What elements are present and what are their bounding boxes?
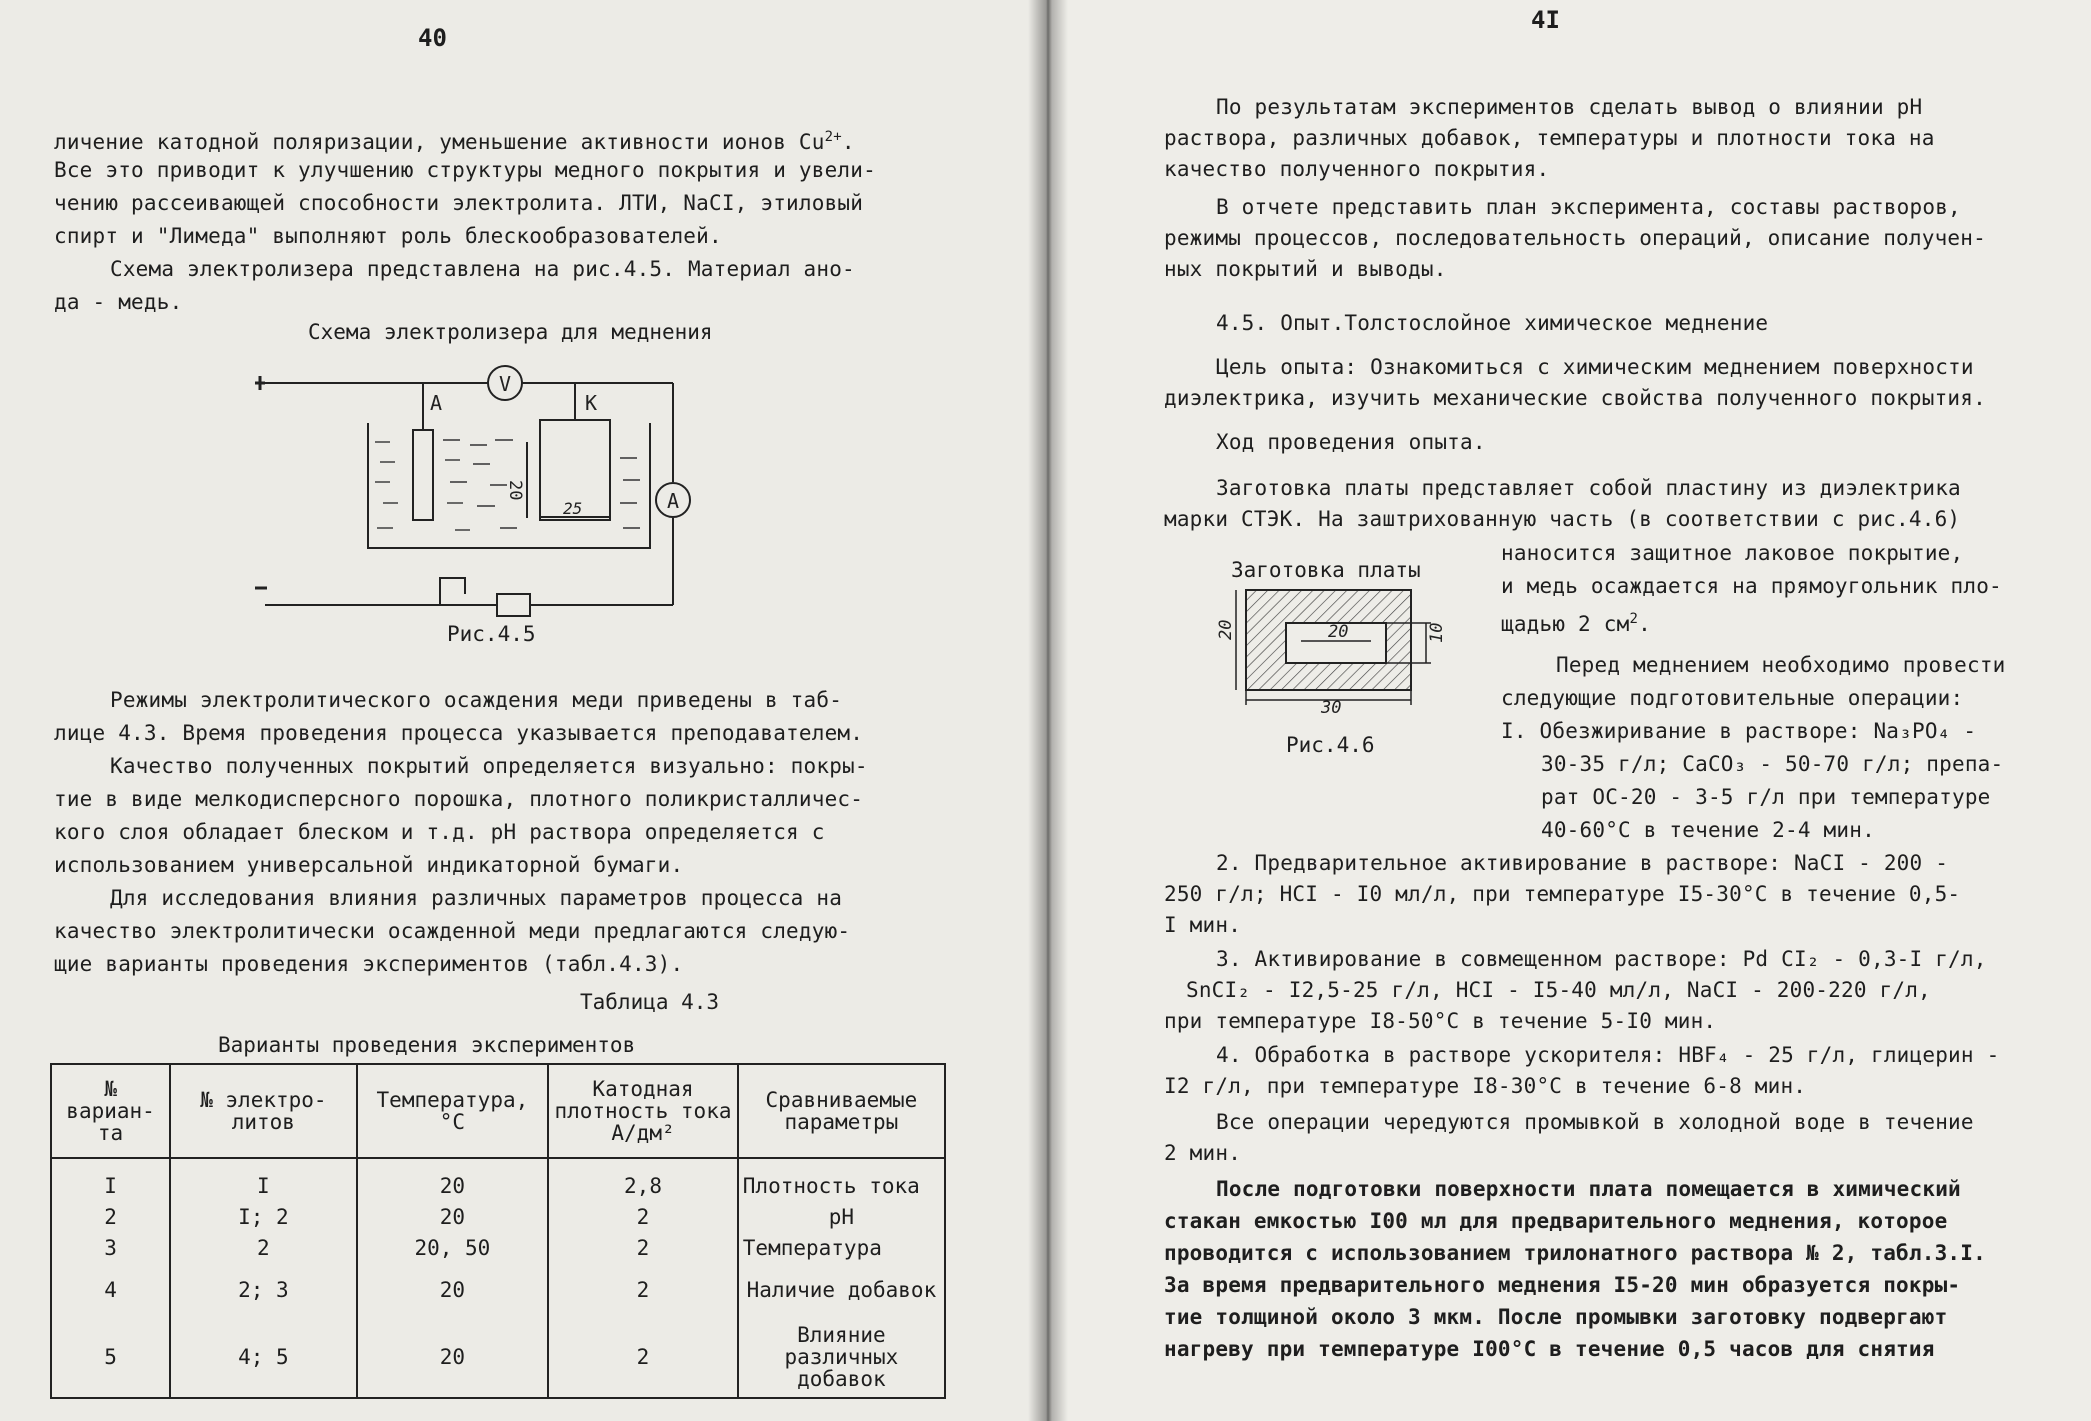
table-cell: 2 [548,1316,738,1398]
text-line: 30-35 г/л; CaCO₃ - 50-70 г/л; препа- [1541,752,2004,776]
variants-table [50,1063,946,1399]
table-cell: Влияние различных добавок [738,1316,945,1398]
text-line: проводится с использованием трилонатного раствора № 2, табл.3.I. [1164,1241,1986,1265]
text-line: Все это приводит к улучшению структуры медного покрытия и увели- [54,158,876,182]
dimension-label: 25 [563,499,583,518]
table-cell: 4 [51,1263,170,1316]
table-cell: 20, 50 [357,1233,549,1264]
superscript: 2+ [824,129,842,145]
text-line: I2 г/л, при температуре I8-30°С в течение 6-8 мин. [1164,1074,1807,1098]
text-line: I. Обезжиривание в растворе: Na₃PO₄ - [1501,719,1977,743]
text-line: 3. Активирование в совмещенном растворе: Pd CI₂ - 0,3-I г/л, [1216,947,1987,971]
table-row [51,1316,945,1398]
table-row [51,1158,945,1202]
text-line: 2. Предварительное активирование в растворе: NaCI - 200 - [1216,851,1949,875]
text-line: качество электролитически осажденной меди предлагаются следую- [54,919,851,943]
right-page [1046,0,2091,1421]
figure-title: Схема электролизера для меднения [308,320,713,344]
text-line: I мин. [1164,913,1242,937]
board-blank-diagram [1216,585,1466,715]
table-row [51,1233,945,1264]
book-gutter [1028,0,1068,1421]
text-line: 250 г/л; HCI - I0 мл/л, при температуре I5-30°С в течение 0,5- [1164,882,1961,906]
electrolyzer-diagram [255,360,695,630]
text-line: использованием универсальной индикаторной бумаги. [54,853,684,877]
text-line: режимы процессов, последовательность операций, описание получен- [1164,226,1986,250]
page-number: 40 [418,24,447,52]
ammeter-label: А [666,489,680,513]
table-cell: I; 2 [170,1202,356,1233]
superscript: 2 [1629,611,1639,627]
table-title: Варианты проведения экспериментов [218,1033,636,1057]
text-line: Для исследования влияния различных параметров процесса на [110,886,843,910]
page-number: 4I [1531,6,1560,34]
table-cell: I [170,1158,356,1202]
dimension-label: 20 [505,480,525,501]
text-line: ных покрытий и выводы. [1164,257,1447,281]
table-cell: 2; 3 [170,1263,356,1316]
text-line: Схема электролизера представлена на рис.4.5. Материал ано- [110,257,855,281]
column-header: Катодная плотность тока А/дм² [548,1064,738,1158]
anode-label: А [430,391,443,415]
text-line: при температуре I8-50°С в течение 5-I0 мин. [1164,1009,1717,1033]
table-cell: I [51,1158,170,1202]
text-line: кого слоя обладает блеском и т.д. pH раствора определяется с [54,820,825,844]
table-cell: 20 [357,1263,549,1316]
table-label: Таблица 4.3 [580,990,720,1014]
table-cell: Температура [738,1233,945,1264]
text-line: Перед меднением необходимо провести [1556,653,2006,677]
table-cell: 2 [548,1263,738,1316]
table-cell: 20 [357,1158,549,1202]
text-line: За время предварительного меднения I5-20 мин образуется покры- [1164,1273,1961,1297]
text-line: чению рассеивающей способности электролита. ЛТИ, NaCI, этиловый [54,191,864,215]
text-line: лице 4.3. Время проведения процесса указывается преподавателем. [54,721,864,745]
text-line: Ход проведения опыта. [1216,430,1486,454]
cathode-label: К [585,391,598,415]
table-cell: 2 [548,1202,738,1233]
dimension-label: 20 [1216,619,1236,640]
table-cell: pH [738,1202,945,1233]
text-line: SnCI₂ - I2,5-25 г/л, HCI - I5-40 мл/л, NaCI - 200-220 г/л, [1186,978,1931,1002]
text-line: качество полученного покрытия. [1164,157,1550,181]
text-line: раствора, различных добавок, температуры и плотности тока на [1164,126,1935,150]
text-line: личение катодной поляризации, уменьшение активности ионов $Cu^{2+}$. [54,129,855,154]
text-line: нагреву при температуре I00°С в течение 0,5 часов для снятия [1164,1337,1935,1361]
table-cell: 20 [357,1316,549,1398]
text-line: следующие подготовительные операции: [1501,686,1964,710]
text-line: По результатам экспериментов сделать вывод о влиянии pH [1216,95,1923,119]
text-line: щие варианты проведения экспериментов (табл.4.3). [54,952,684,976]
column-header: Сравниваемые параметры [738,1064,945,1158]
text-line: диэлектрика, изучить механические свойства полученного покрытия. [1164,386,1986,410]
text-line: тие в виде мелкодисперсного порошка, плотного поликристалличес- [54,787,864,811]
text-line: Режимы электролитического осаждения меди приведены в таб- [110,688,843,712]
figure-caption: Рис.4.5 [447,622,536,646]
table-row [51,1263,945,1316]
text-line: 4. Обработка в растворе ускорителя: HBF₄ - 25 г/л, глицерин - [1216,1043,2000,1067]
text-line: и медь осаждается на прямоугольник пло- [1501,574,2002,598]
text-line: стакан емкостью I00 мл для предварительного меднения, которое [1164,1209,1948,1233]
table-cell: 2 [51,1202,170,1233]
text-line: спирт и "Лимеда" выполняют роль блескообразователей. [54,224,722,248]
text-line: Качество полученных покрытий определяется визуально: покры- [110,754,868,778]
figure-title: Заготовка платы [1231,558,1421,582]
table-cell: 2 [548,1233,738,1264]
table-cell: 3 [51,1233,170,1264]
figure-caption: Рис.4.6 [1286,733,1375,757]
text-line: Заготовка платы представляет собой пластину из диэлектрика [1216,476,1961,500]
column-header: Температура, °С [357,1064,549,1158]
table-header-row [51,1064,945,1158]
text-line: Все операции чередуются промывкой в холодной воде в течение [1216,1110,1974,1134]
column-header: № электро-литов [170,1064,356,1158]
text-line: наносится защитное лаковое покрытие, [1501,541,1964,565]
text-line: тие толщиной около 3 мкм. После промывки заготовку подвергают [1164,1305,1948,1329]
section-heading: 4.5. Опыт.Толстослойное химическое меднение [1216,311,1769,335]
voltmeter-label: V [498,372,512,396]
table-row [51,1202,945,1233]
table-cell: 5 [51,1316,170,1398]
text-line: рат ОС-20 - 3-5 г/л при температуре [1541,785,1991,809]
dimension-label: 10 [1427,622,1447,643]
dimension-label: 30 [1321,698,1342,715]
table-cell: 20 [357,1202,549,1233]
text-line: Цель опыта: Ознакомиться с химическим меднением поверхности [1216,355,1974,379]
text-line: да - медь. [54,290,183,314]
text-line: 2 мин. [1164,1141,1242,1165]
column-header: № вариан-та [51,1064,170,1158]
table-cell: 4; 5 [170,1316,356,1398]
table-cell: Наличие добавок [738,1263,945,1316]
text-line: После подготовки поверхности плата помещается в химический [1216,1177,1961,1201]
table-cell: 2,8 [548,1158,738,1202]
text-line: В отчете представить план эксперимента, составы растворов, [1216,195,1961,219]
text-line: 40-60°С в течение 2-4 мин. [1541,818,1875,842]
table-cell: 2 [170,1233,356,1264]
text-line: марки СТЭК. На заштрихованную часть (в соответствии с рис.4.6) [1164,507,1961,531]
dimension-label: 20 [1328,622,1349,642]
table-cell: Плотность тока [738,1158,945,1202]
text-line: щадью 2 $см^2$. [1501,611,1651,636]
